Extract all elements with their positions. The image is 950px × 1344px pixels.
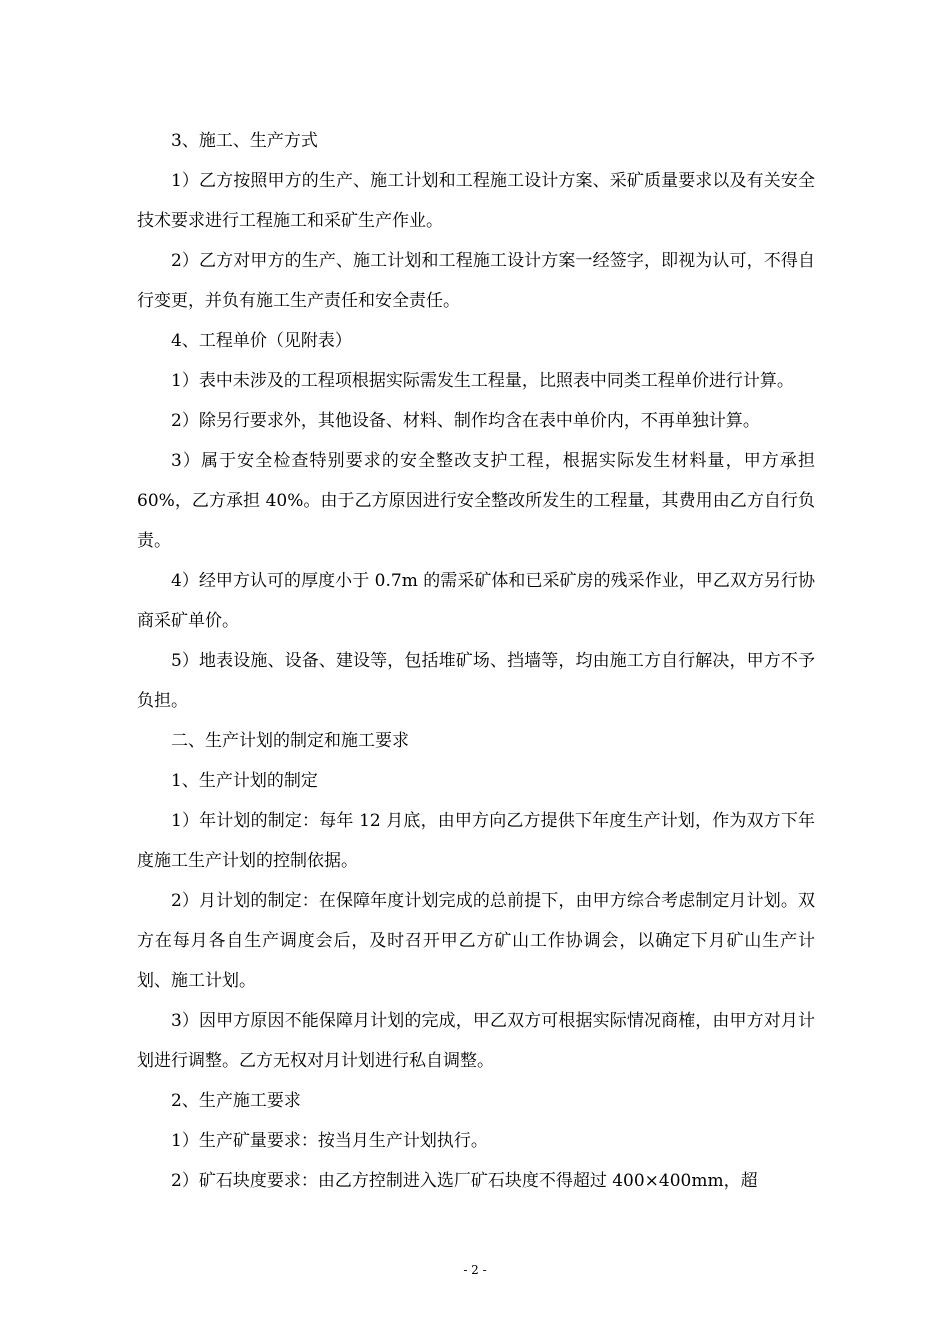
section-heading-construction-mode: 3、施工、生产方式: [171, 131, 318, 151]
paragraph: 3）属于安全检查特别要求的安全整改支护工程，根据实际发生材料量，甲方承担 60%，乙方承担 40%。由于乙方原因进行安全整改所发生的工程量，其费用由乙方自行负责。: [137, 451, 815, 551]
paragraph: 2）乙方对甲方的生产、施工计划和工程施工设计方案一经签字，即视为认可，不得自行变更，并负有施工生产责任和安全责任。: [137, 251, 815, 311]
paragraph: 1）年计划的制定：每年 12 月底，由甲方向乙方提供下年度生产计划，作为双方下年度施工生产计划的控制依据。: [137, 811, 815, 871]
paragraph: 2）矿石块度要求：由乙方控制进入选厂矿石块度不得超过 400×400mm，超: [171, 1171, 758, 1191]
section-heading-construction-requirements: 2、生产施工要求: [171, 1091, 301, 1111]
paragraph: 5）地表设施、设备、建设等，包括堆矿场、挡墙等，均由施工方自行解决，甲方不予负担。: [137, 651, 815, 711]
section-heading-unit-price: 4、工程单价（见附表）: [171, 331, 352, 351]
paragraph: 2）月计划的制定：在保障年度计划完成的总前提下，由甲方综合考虑制定月计划。双方在每月各自生产调度会后，及时召开甲乙方矿山工作协调会，以确定下月矿山生产计划、施工计划。: [137, 891, 815, 991]
paragraph: 1）表中未涉及的工程项根据实际需发生工程量，比照表中同类工程单价进行计算。: [171, 371, 794, 391]
paragraph: 3）因甲方原因不能保障月计划的完成，甲乙双方可根据实际情况商榷，由甲方对月计划进行调整。乙方无权对月计划进行私自调整。: [137, 1011, 815, 1071]
paragraph: 4）经甲方认可的厚度小于 0.7m 的需采矿体和已采矿房的残采作业，甲乙双方另行协商采矿单价。: [137, 571, 815, 631]
document-body: [137, 121, 815, 1201]
paragraph: 1）乙方按照甲方的生产、施工计划和工程施工设计方案、采矿质量要求以及有关安全技术要求进行工程施工和采矿生产作业。: [137, 171, 815, 231]
paragraph: 1）生产矿量要求：按当月生产计划执行。: [171, 1131, 488, 1151]
page-number: - 2 -: [463, 1263, 487, 1277]
section-heading-plan-making: 1、生产计划的制定: [171, 771, 318, 791]
chapter-heading-production-plan: 二、生产计划的制定和施工要求: [171, 731, 409, 751]
paragraph: 2）除另行要求外，其他设备、材料、制作均含在表中单价内，不再单独计算。: [171, 411, 760, 431]
